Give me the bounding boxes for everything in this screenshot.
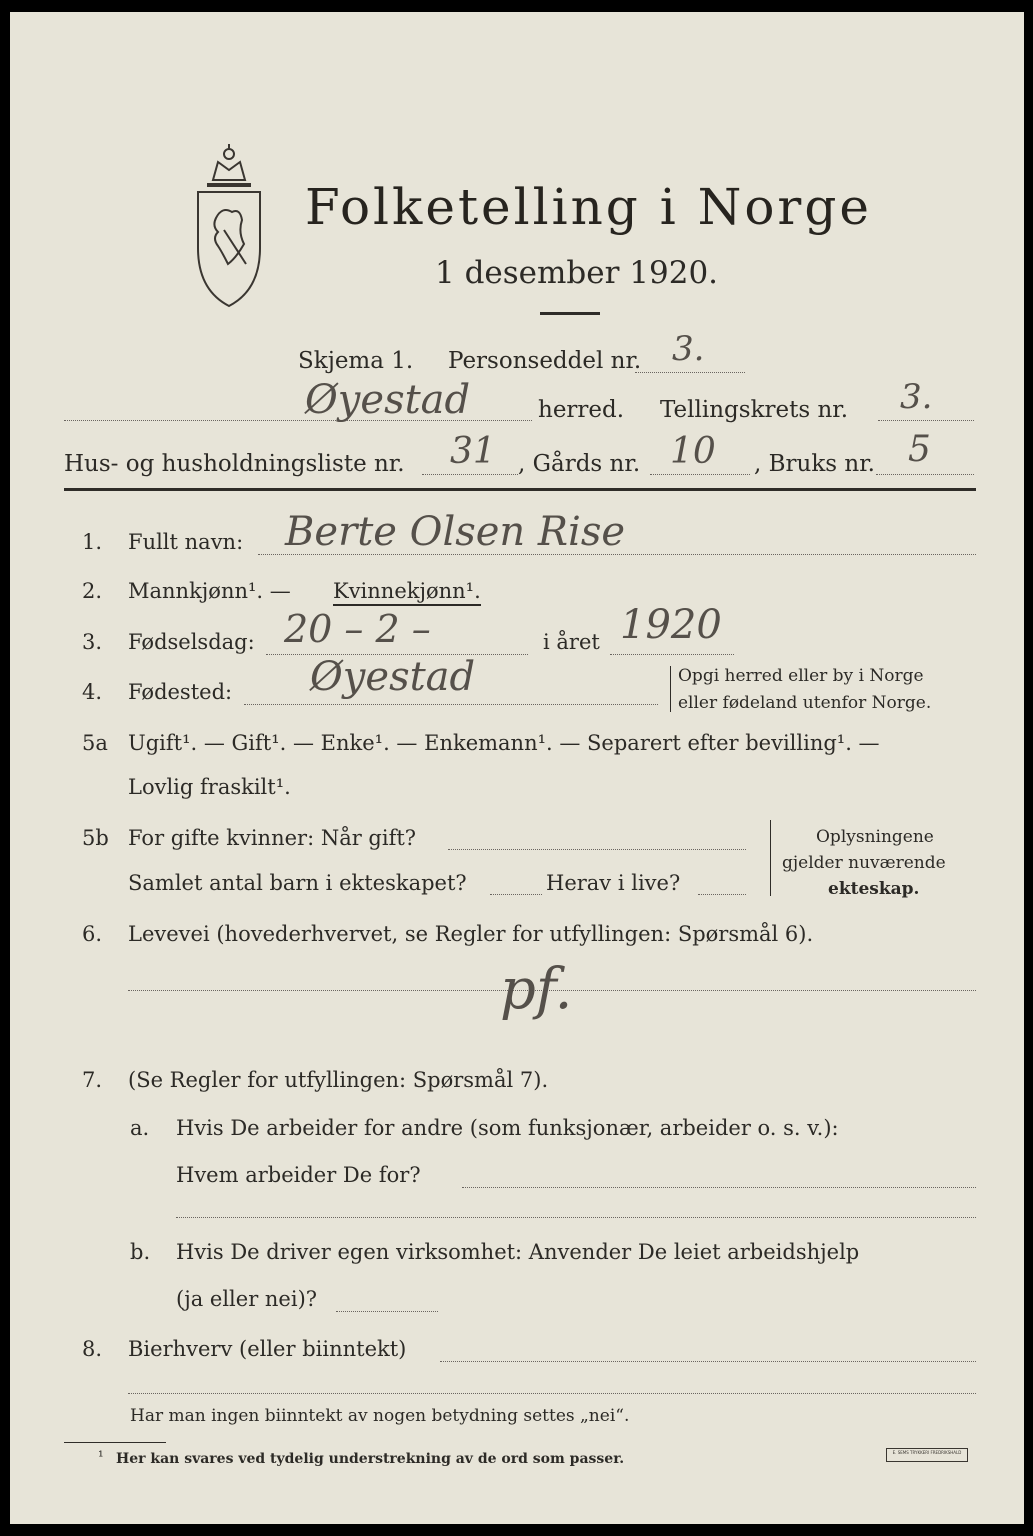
sivilstand-options-2[interactable]: Lovlig fraskilt¹. <box>128 775 291 799</box>
q8-number: 8. <box>82 1337 103 1361</box>
printer-stamp <box>886 1448 968 1462</box>
q7-label: (Se Regler for utfyllingen: Spørsmål 7). <box>128 1068 549 1092</box>
herred-label: herred. <box>538 397 625 423</box>
q4-brace <box>670 666 671 712</box>
aar-value[interactable]: 1920 <box>620 602 722 648</box>
bruks-line <box>876 474 974 475</box>
q7-number: 7. <box>82 1068 103 1092</box>
q5b-line-1: For gifte kvinner: Når gift? <box>128 826 417 850</box>
census-form <box>10 12 1024 1524</box>
q5b-note-3: ekteskap. <box>828 879 920 899</box>
gards-line <box>650 474 750 475</box>
tellingskrets-label: Tellingskrets nr. <box>660 397 849 423</box>
q8-label: Bierhverv (eller biinntekt) <box>128 1337 407 1361</box>
q4-note-1: Opgi herred eller by i Norge <box>678 666 924 686</box>
q4-note-2: eller fødeland utenfor Norge. <box>678 693 932 713</box>
personseddel-line <box>635 372 745 373</box>
footer-note: Har man ingen biinntekt av nogen betydning settes „nei“. <box>130 1406 630 1426</box>
q7a-letter: a. <box>130 1116 150 1140</box>
bruks-value[interactable]: 5 <box>908 429 931 470</box>
fodselsdag-value[interactable]: 20 – 2 – <box>284 607 431 651</box>
tellingskrets-value[interactable]: 3. <box>900 377 933 417</box>
q7b-line-1: Hvis De driver egen virksomhet: Anvender De leiet arbeidshjelp <box>176 1240 860 1264</box>
sivilstand-options[interactable]: Ugift¹. — Gift¹. — Enke¹. — Enkemann¹. — Separert efter bevilling¹. — <box>128 731 880 755</box>
hus-label: Hus- og husholdningsliste nr. <box>64 451 405 477</box>
antal-barn-line[interactable] <box>490 894 542 895</box>
q5b-line-2b: Herav i live? <box>546 871 681 895</box>
q5b-note-1: Oplysningene <box>816 827 934 847</box>
footnote-mark: ¹ <box>98 1449 104 1465</box>
bruks-label: , Bruks nr. <box>754 451 875 477</box>
mannkjonn-option[interactable]: Mannkjønn¹. — <box>128 579 291 603</box>
q5b-note-2: gjelder nuværende <box>782 853 946 873</box>
levevei-value[interactable]: pf. <box>500 957 573 1022</box>
q7a-line-1: Hvis De arbeider for andre (som funksjonær, arbeider o. s. v.): <box>176 1116 839 1140</box>
skjema-label: Skjema 1. <box>298 348 414 374</box>
q3-year-label: i året <box>543 630 600 654</box>
q1-label: Fullt navn: <box>128 530 244 554</box>
tellingskrets-line <box>878 420 974 421</box>
fullt-navn-value[interactable]: Berte Olsen Rise <box>285 509 626 555</box>
q7a-line-2: Hvem arbeider De for? <box>176 1163 421 1187</box>
fodested-value[interactable]: Øyestad <box>310 654 476 700</box>
hvem-arbeider-line[interactable] <box>462 1187 976 1188</box>
personseddel-value[interactable]: 3. <box>672 329 705 369</box>
form-title: Folketelling i Norge <box>305 178 872 236</box>
q7b-line-2: (ja eller nei)? <box>176 1287 318 1311</box>
bierhverv-line[interactable] <box>440 1361 976 1362</box>
hus-line <box>422 474 518 475</box>
q3-number: 3. <box>82 630 103 654</box>
footnote-text: Her kan svares ved tydelig understrekning av de ord som passer. <box>116 1451 625 1467</box>
q5b-number: 5b <box>82 826 109 850</box>
q1-number: 1. <box>82 530 103 554</box>
footnote-divider <box>64 1442 166 1443</box>
hus-value[interactable]: 31 <box>450 431 496 472</box>
q6-label: Levevei (hovederhvervet, se Regler for utfyllingen: Spørsmål 6). <box>128 922 814 946</box>
q7a-extra-line[interactable] <box>176 1217 976 1218</box>
gards-label: , Gårds nr. <box>518 451 641 477</box>
q4-number: 4. <box>82 680 103 704</box>
q5b-line-2a: Samlet antal barn i ekteskapet? <box>128 871 467 895</box>
title-divider <box>540 312 600 315</box>
q5a-number: 5a <box>82 731 108 755</box>
gards-value[interactable]: 10 <box>670 431 716 472</box>
q3-label: Fødselsdag: <box>128 630 255 654</box>
q8-extra-line[interactable] <box>128 1393 976 1394</box>
q5b-brace <box>770 820 771 896</box>
q2-number: 2. <box>82 579 103 603</box>
herav-i-live-line[interactable] <box>698 894 746 895</box>
naar-gift-line[interactable] <box>448 849 746 850</box>
q4-label: Fødested: <box>128 680 233 704</box>
kvinnekjonn-option[interactable]: Kvinnekjønn¹. <box>333 581 481 606</box>
header-divider <box>64 488 976 491</box>
coat-of-arms-icon <box>188 140 270 312</box>
herred-value[interactable]: Øyestad <box>305 377 471 423</box>
census-date: 1 desember 1920. <box>435 255 719 291</box>
ja-eller-nei-line[interactable] <box>336 1311 438 1312</box>
q3-year-line <box>610 654 734 655</box>
q7b-letter: b. <box>130 1240 151 1264</box>
q6-number: 6. <box>82 922 103 946</box>
q4-line <box>244 704 658 705</box>
printer-stamp-text: E. SEMS TRYKKERI FREDRIKSHALD <box>892 1450 962 1455</box>
personseddel-label: Personseddel nr. <box>448 348 642 374</box>
